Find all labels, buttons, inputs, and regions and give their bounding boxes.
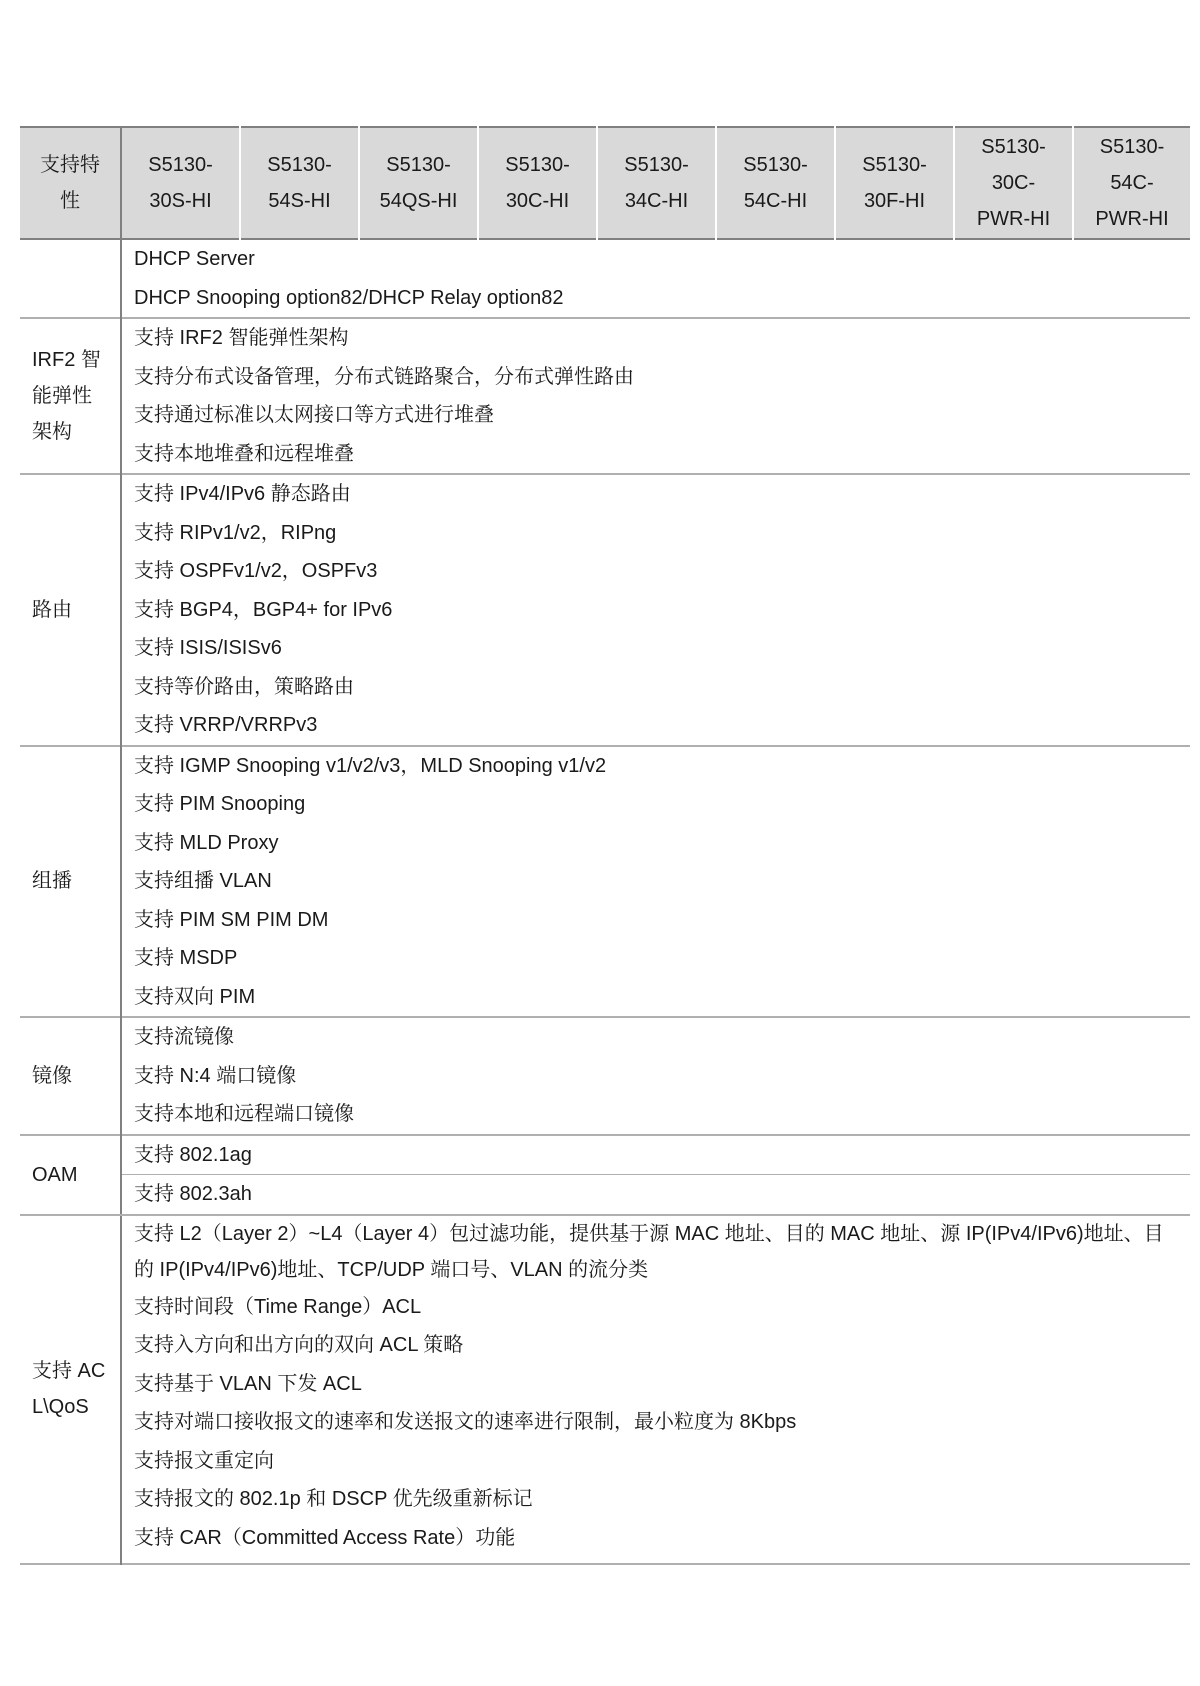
header-model: S5130- 54C-HI <box>716 127 835 239</box>
feature-line: 支持 802.3ah <box>134 1183 252 1205</box>
feature-list <box>121 474 1190 746</box>
feature-line: 支持通过标准以太网接口等方式进行堆叠 <box>134 404 494 426</box>
header-model: S5130- 30C-HI <box>478 127 597 239</box>
category-cell: 组播 <box>20 746 121 1018</box>
header-feature-label: 支持特性 <box>40 154 100 212</box>
feature-line: 支持报文重定向 <box>134 1449 274 1472</box>
feature-line: 支持 MLD Proxy <box>134 831 279 854</box>
section-multicast <box>20 746 1190 1018</box>
feature-line: 支持分布式设备管理，分布式链路聚合，分布式弹性路由 <box>134 365 634 388</box>
feature-line: 支持双向 PIM <box>134 985 256 1008</box>
feature-line: 支持 IPv4/IPv6 静态路由 <box>134 483 351 505</box>
header-model: S5130- 54S-HI <box>240 127 359 239</box>
header-model: S5130- 30F-HI <box>835 127 954 239</box>
header-feature <box>20 127 121 239</box>
feature-line: 支持 PIM Snooping <box>134 793 306 815</box>
category-cell <box>20 1215 121 1565</box>
feature-list <box>121 1017 1190 1135</box>
feature-list <box>121 1215 1190 1565</box>
feature-line: 支持等价路由，策略路由 <box>134 675 354 698</box>
category-cell <box>20 239 121 318</box>
feature-line: 支持 MSDP <box>134 947 238 969</box>
category-label: IRF2 智能弹性架构 <box>32 349 101 443</box>
header-model: S5130- 34C-HI <box>597 127 716 239</box>
feature-list <box>121 239 1190 318</box>
feature-line: 支持入方向和出方向的双向 ACL 策略 <box>134 1334 464 1356</box>
feature-list <box>121 746 1190 1018</box>
category-cell: OAM <box>20 1135 121 1215</box>
category-cell: 路由 <box>20 474 121 746</box>
feature-line: 支持时间段（Time Range）ACL <box>134 1295 422 1318</box>
feature-list <box>121 318 1190 474</box>
header-model: S5130- 30S-HI <box>121 127 240 239</box>
category-cell <box>20 318 121 474</box>
feature-line: 支持组播 VLAN <box>134 870 272 892</box>
spec-table <box>20 126 1190 1565</box>
feature-line: 支持 802.1ag <box>121 1135 1190 1175</box>
feature-line: 支持 IRF2 智能弹性架构 <box>134 327 349 349</box>
feature-line: DHCP Snooping option82/DHCP Relay option82 <box>134 286 564 309</box>
section-oam <box>20 1135 1190 1175</box>
feature-line: 支持本地堆叠和远程堆叠 <box>134 442 354 465</box>
feature-line: 支持 IGMP Snooping v1/v2/v3，MLD Snooping v1/v2 <box>134 754 607 777</box>
feature-line: 支持对端口接收报文的速率和发送报文的速率进行限制，最小粒度为 8Kbps <box>134 1411 797 1433</box>
feature-line: 支持本地和远程端口镜像 <box>134 1103 354 1125</box>
section-routing <box>20 474 1190 746</box>
feature-line: 支持 BGP4，BGP4+ for IPv6 <box>134 598 393 621</box>
section-oam-row2 <box>20 1175 1190 1215</box>
feature-line: 支持 RIPv1/v2，RIPng <box>134 521 337 544</box>
feature-line: 支持 VRRP/VRRPv3 <box>134 714 318 736</box>
header-row <box>20 127 1190 239</box>
section-mirror <box>20 1017 1190 1135</box>
feature-line: 支持 ISIS/ISISv6 <box>134 637 282 659</box>
feature-line: DHCP Server <box>134 248 255 270</box>
header-model: S5130- 54C- PWR-HI <box>1073 127 1190 239</box>
section-acl <box>20 1215 1190 1565</box>
header-model: S5130- 30C- PWR-HI <box>954 127 1073 239</box>
feature-line: 支持 L2（Layer 2）~L4（Layer 4）包过滤功能，提供基于源 MAC 地址、目的 MAC 地址、源 IP(IPv4/IPv6)地址、目的 IP(IPv4/IPv6)地址、TCP/UDP 端口号、VLAN 的流分类 <box>134 1222 1164 1281</box>
header-model: S5130- 54QS-HI <box>359 127 478 239</box>
feature-line: 支持基于 VLAN 下发 ACL <box>134 1372 362 1395</box>
feature-line: 支持报文的 802.1p 和 DSCP 优先级重新标记 <box>134 1488 533 1510</box>
feature-line: 支持 OSPFv1/v2，OSPFv3 <box>134 560 378 582</box>
feature-line: 支持 N:4 端口镜像 <box>134 1064 297 1087</box>
category-label: 支持 ACL\QoS <box>32 1360 106 1419</box>
feature-line: 支持 PIM SM PIM DM <box>134 908 329 931</box>
feature-line: 支持 CAR（Committed Access Rate）功能 <box>134 1526 516 1549</box>
category-cell: 镜像 <box>20 1017 121 1135</box>
section-dhcp <box>20 239 1190 318</box>
feature-line: 支持流镜像 <box>134 1026 234 1048</box>
section-irf <box>20 318 1190 474</box>
